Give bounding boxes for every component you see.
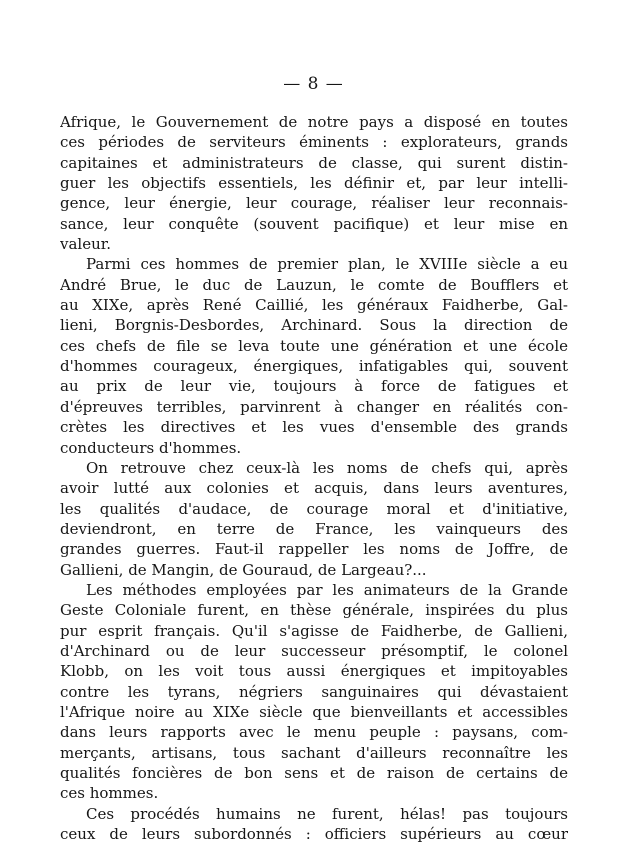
text-line: les qualités d'audace, de courage moral et d'initiative, bbox=[60, 499, 568, 518]
text-line: au XIXe, après René Caillié, les généraux Faidherbe, Gal- bbox=[60, 296, 568, 315]
text-line: ces hommes. bbox=[60, 784, 159, 803]
text-line: lieni, Borgnis-Desbordes, Archinard. Sous la direction de bbox=[60, 316, 568, 335]
text-line: Klobb, on les voit tous aussi énergiques et impitoyables bbox=[60, 662, 568, 681]
text-line: Parmi ces hommes de premier plan, le XVIIIe siècle a eu bbox=[86, 255, 568, 274]
text-line: d'Archinard ou de leur successeur présomptif, le colonel bbox=[60, 641, 568, 660]
text-line: deviendront, en terre de France, les vainqueurs des bbox=[60, 519, 568, 538]
text-line: l'Afrique noire au XIXe siècle que bienveillants et accessibles bbox=[60, 702, 568, 721]
text-line: qualités foncières de bon sens et de raison de certains de bbox=[60, 764, 568, 782]
text-line: Geste Coloniale furent, en thèse générale, inspirées du plus bbox=[60, 601, 568, 620]
text-line: Gallieni, de Mangin, de Gouraud, de Largeau?... bbox=[60, 560, 427, 579]
text-line: merçants, artisans, tous sachant d'ailleurs reconnaître les bbox=[60, 743, 568, 762]
text-line: au prix de leur vie, toujours à force de fatigues et bbox=[60, 377, 568, 396]
text-line: sance, leur conquête (souvent pacifique) et leur mise en bbox=[60, 214, 568, 233]
text-line: ceux de leurs subordonnés : officiers supérieurs au cœur bbox=[60, 825, 568, 844]
text-line: capitaines et administrateurs de classe, qui surent distin- bbox=[60, 153, 568, 172]
text-line: guer les objectifs essentiels, les définir et, par leur intelli- bbox=[60, 174, 568, 193]
text-line: gence, leur énergie, leur courage, réaliser leur reconnais- bbox=[60, 194, 568, 213]
text-line: valeur. bbox=[60, 235, 112, 254]
text-line: d'épreuves terribles, parvinrent à changer en réalités con- bbox=[60, 397, 568, 416]
text-line: crètes les directives et les vues d'ensemble des grands bbox=[60, 418, 568, 437]
text-line: conducteurs d'hommes. bbox=[60, 438, 242, 457]
text-line: dans leurs rapports avec le menu peuple : paysans, com- bbox=[60, 723, 568, 742]
text-line: d'hommes courageux, énergiques, infatigables qui, souvent bbox=[60, 357, 568, 376]
text-line: André Brue, le duc de Lauzun, le comte de Boufflers et bbox=[60, 275, 568, 294]
text-line: ces périodes de serviteurs éminents : explorateurs, grands bbox=[60, 133, 568, 152]
body-text bbox=[60, 112, 568, 844]
text-line: contre les tyrans, négriers sanguinaires qui dévastaient bbox=[60, 682, 568, 701]
text-line: grandes guerres. Faut-il rappeller les noms de Joffre, de bbox=[60, 540, 568, 559]
text-line: Ces procédés humains ne furent, hélas! pas toujours bbox=[86, 804, 568, 823]
text-line: avoir lutté aux colonies et acquis, dans leurs aventures, bbox=[60, 479, 568, 498]
text-line: ces chefs de file se leva toute une génération et une école bbox=[60, 336, 568, 355]
text-line: Afrique, le Gouvernement de notre pays a disposé en toutes bbox=[60, 113, 568, 131]
text-line: pur esprit français. Qu'il s'agisse de Faidherbe, de Gallieni, bbox=[60, 621, 568, 640]
text-line: On retrouve chez ceux-là les noms de chefs qui, après bbox=[86, 458, 568, 477]
text-line: Les méthodes employées par les animateurs de la Grande bbox=[86, 580, 568, 599]
page-number: — 8 — bbox=[283, 74, 344, 94]
